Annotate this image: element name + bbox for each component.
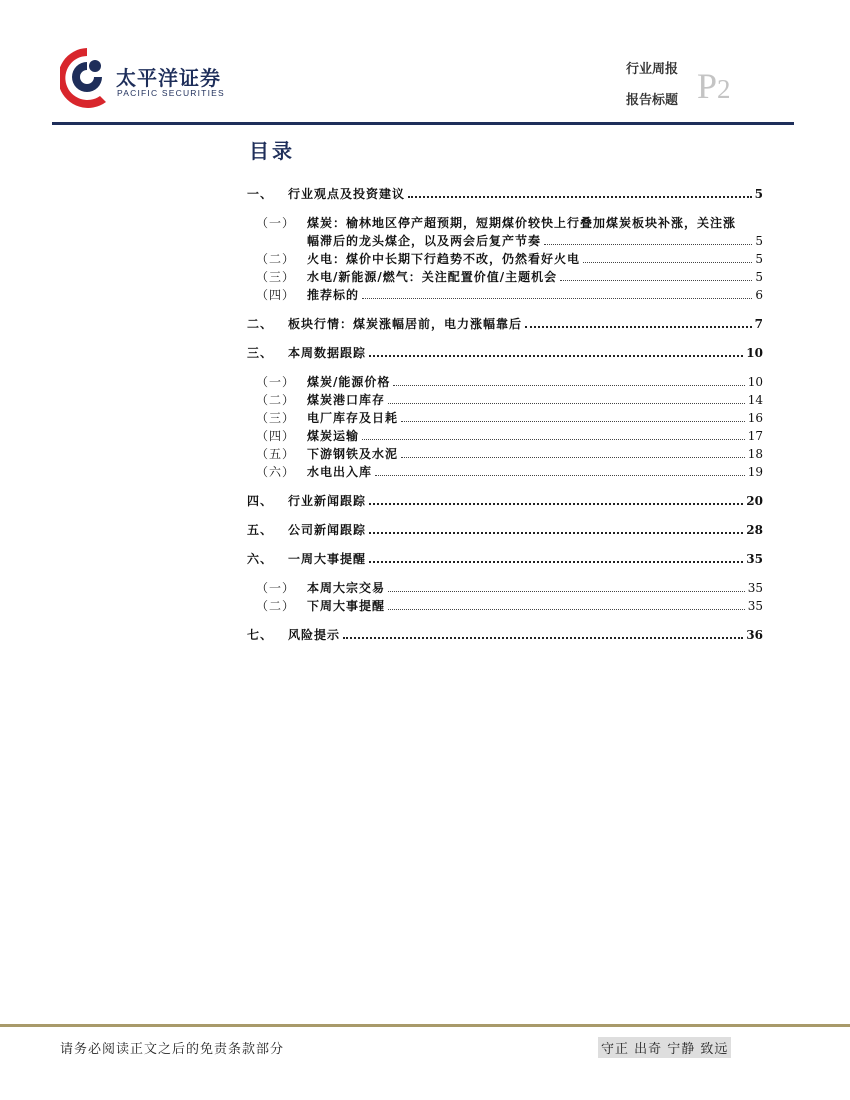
toc-text-line2: 幅滞后的龙头煤企，以及两会后复产节奏 <box>307 234 542 248</box>
toc-text: 电厂库存及日耗 <box>307 411 399 425</box>
company-logo <box>60 44 240 112</box>
toc-entry-3-1[interactable] <box>247 373 763 391</box>
toc-text: 本周数据跟踪 <box>288 346 367 360</box>
company-name-cn: 太平洋证券 <box>116 66 221 90</box>
report-type: 行业周报 <box>626 62 679 77</box>
toc-number: （四） <box>256 288 296 302</box>
toc-number: （二） <box>256 252 296 266</box>
toc-text: 本周大宗交易 <box>307 581 386 595</box>
toc-entry-6-1[interactable] <box>247 579 763 597</box>
toc-number: 三、 <box>247 346 274 360</box>
toc-text: 风险提示 <box>288 628 341 642</box>
toc-page: 35 <box>746 552 763 566</box>
dot-leader <box>525 326 752 328</box>
toc-number: （三） <box>256 270 296 284</box>
toc-page: 36 <box>746 628 763 642</box>
toc-number: 五、 <box>247 523 274 537</box>
toc-number: 七、 <box>247 628 274 642</box>
toc-number: 一、 <box>247 187 274 201</box>
toc-entry-3-4[interactable] <box>247 427 763 445</box>
page-letter: P <box>697 66 718 106</box>
toc-number: （三） <box>256 411 296 425</box>
toc-entry-1-4[interactable] <box>247 286 763 304</box>
toc-entry-7[interactable] <box>247 626 763 644</box>
toc-page: 10 <box>746 346 763 360</box>
footer-divider <box>0 1024 850 1027</box>
toc-title: 目录 <box>249 139 295 163</box>
toc-page: 28 <box>746 523 763 537</box>
toc-number: （二） <box>256 393 296 407</box>
toc-entry-2[interactable] <box>247 315 763 333</box>
toc-entry-4[interactable] <box>247 492 763 510</box>
toc-text: 公司新闻跟踪 <box>288 523 367 537</box>
toc-entry-1-1[interactable] <box>247 214 763 250</box>
dot-leader <box>343 637 743 639</box>
toc-text: 推荐标的 <box>307 288 360 302</box>
page-indicator <box>697 68 731 104</box>
dot-leader <box>544 244 752 245</box>
toc-number: （一） <box>256 581 296 595</box>
dot-leader <box>362 298 752 299</box>
dot-leader <box>583 262 752 263</box>
toc-page: 16 <box>747 411 763 425</box>
toc-number: （一） <box>256 375 296 389</box>
toc-number: （五） <box>256 447 296 461</box>
toc-page: 7 <box>754 317 763 331</box>
toc-entry-3-5[interactable] <box>247 445 763 463</box>
dot-leader <box>388 403 745 404</box>
toc-entry-3-2[interactable] <box>247 391 763 409</box>
toc-page: 5 <box>755 234 763 248</box>
dot-leader <box>369 561 743 563</box>
toc-text: 下周大事提醒 <box>307 599 386 613</box>
dot-leader <box>369 503 743 505</box>
disclaimer-note: 请务必阅读正文之后的免责条款部分 <box>60 1042 285 1057</box>
toc-page: 35 <box>747 581 763 595</box>
dot-leader <box>388 591 745 592</box>
pacific-securities-logo-icon <box>60 44 114 112</box>
toc-text: 行业观点及投资建议 <box>288 187 406 201</box>
toc-text: 火电：煤价中长期下行趋势不改，仍然看好火电 <box>307 252 581 266</box>
table-of-contents <box>247 185 763 644</box>
dot-leader <box>560 280 752 281</box>
dot-leader <box>408 196 752 198</box>
toc-page: 5 <box>755 270 763 284</box>
toc-entry-1[interactable] <box>247 185 763 203</box>
toc-page: 14 <box>747 393 763 407</box>
header-divider <box>52 122 794 125</box>
toc-page: 5 <box>754 187 763 201</box>
toc-page: 20 <box>746 494 763 508</box>
toc-number: （四） <box>256 429 296 443</box>
toc-page: 5 <box>755 252 763 266</box>
dot-leader <box>375 475 745 476</box>
toc-page: 18 <box>747 447 763 461</box>
toc-page: 17 <box>747 429 763 443</box>
toc-number: （一） <box>256 216 296 230</box>
toc-text: 板块行情：煤炭涨幅居前，电力涨幅靠后 <box>288 317 523 331</box>
toc-text: 水电/新能源/燃气：关注配置价值/主题机会 <box>307 270 558 284</box>
toc-number: 六、 <box>247 552 274 566</box>
dot-leader <box>388 609 745 610</box>
toc-text: 行业新闻跟踪 <box>288 494 367 508</box>
company-motto: 守正 出奇 宁静 致远 <box>598 1037 731 1058</box>
toc-text: 水电出入库 <box>307 465 373 479</box>
toc-entry-6-2[interactable] <box>247 597 763 615</box>
toc-number: 四、 <box>247 494 274 508</box>
toc-entry-3-6[interactable] <box>247 463 763 481</box>
page-number: 2 <box>717 74 731 104</box>
dot-leader <box>401 457 745 458</box>
toc-page: 35 <box>747 599 763 613</box>
toc-text: 一周大事提醒 <box>288 552 367 566</box>
dot-leader <box>401 421 745 422</box>
toc-text: 煤炭/能源价格 <box>307 375 391 389</box>
toc-page: 6 <box>755 288 763 302</box>
toc-number: （二） <box>256 599 296 613</box>
toc-text: 煤炭运输 <box>307 429 360 443</box>
toc-text: 煤炭港口库存 <box>307 393 386 407</box>
dot-leader <box>369 355 743 357</box>
toc-text: 下游钢铁及水泥 <box>307 447 399 461</box>
toc-entry-3[interactable] <box>247 344 763 362</box>
toc-entry-1-2[interactable] <box>247 250 763 268</box>
toc-page: 19 <box>747 465 763 479</box>
dot-leader <box>393 385 744 386</box>
toc-entry-5[interactable] <box>247 521 763 539</box>
toc-entry-6[interactable] <box>247 550 763 568</box>
toc-page: 10 <box>747 375 763 389</box>
toc-entry-3-3[interactable] <box>247 409 763 427</box>
dot-leader <box>362 439 745 440</box>
company-name-en: PACIFIC SECURITIES <box>117 88 225 98</box>
dot-leader <box>369 532 743 534</box>
toc-entry-1-3[interactable] <box>247 268 763 286</box>
toc-number: （六） <box>256 465 296 479</box>
report-title: 报告标题 <box>626 93 679 108</box>
toc-text: 煤炭：榆林地区停产超预期，短期煤价较快上行叠加煤炭板块补涨，关注涨 <box>307 216 737 230</box>
toc-number: 二、 <box>247 317 274 331</box>
